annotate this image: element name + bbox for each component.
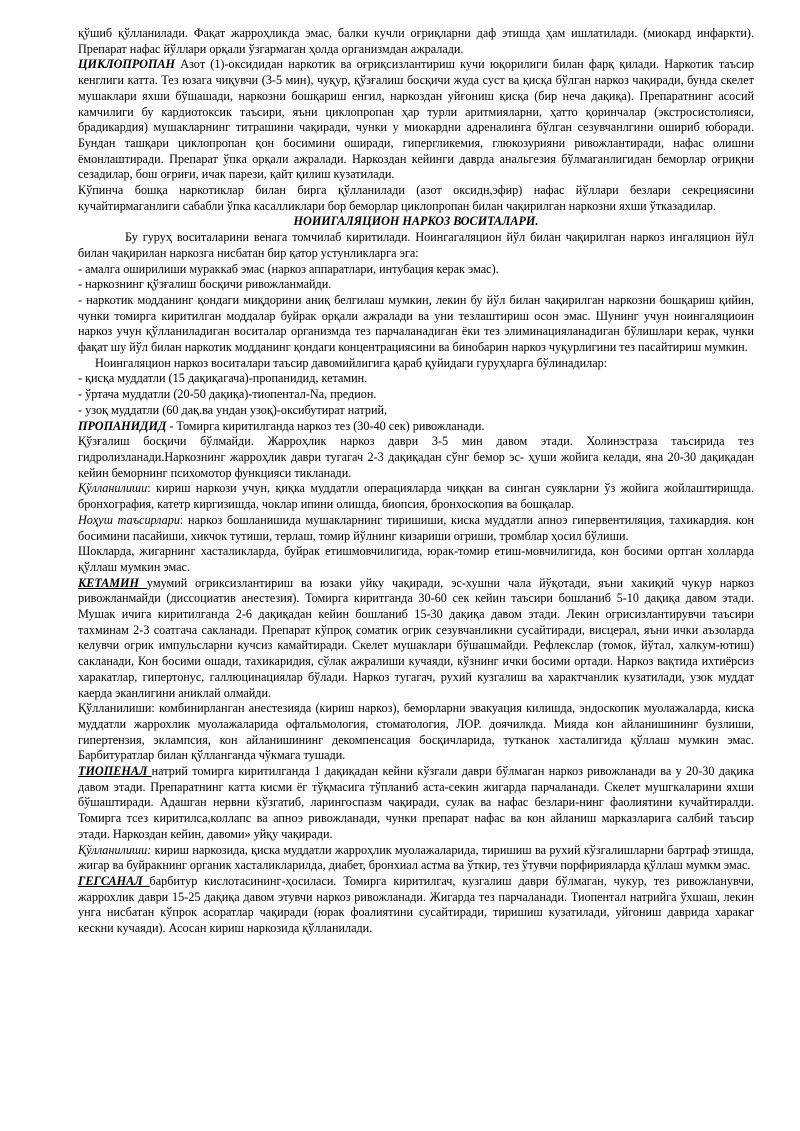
paragraph bbox=[78, 576, 754, 702]
italic-lead: Ноҳуш таъсирлари bbox=[78, 512, 180, 527]
paragraph bbox=[78, 874, 754, 937]
paragraph bbox=[78, 293, 754, 356]
paragraph bbox=[78, 387, 754, 403]
paragraph bbox=[78, 419, 754, 435]
paragraph bbox=[78, 764, 754, 843]
text-run: - қисқа муддатли (15 дақиқагача)-пропанидид, кетамин. bbox=[78, 371, 368, 386]
paragraph bbox=[78, 183, 754, 214]
paragraph bbox=[78, 277, 754, 293]
drug-term: ГЕГСАНАЛ bbox=[78, 873, 150, 888]
text-run: Қўлланилиши: комбинирланган анестезияда (кириш наркоз), беморларни эвакуация килишда, эндоскопик муолажаларда, киска муддатли жаррохлик муолажаларида офтальмология, стоматология, ЛОР. доячилкда. Мияда кон айланишининг бузлиши, гипертензия, эклампсия, кон айланишининг декомпенсация босқичларида, тутканок хасталигида қўллаш мумкин эмас. Барбитуратлар билан қўлланганда чўкмага тушади. bbox=[78, 701, 754, 763]
text-run: - Томирга киритилганда наркоз тез (30-40 сек) ривожланади. bbox=[169, 418, 485, 433]
text-run: НОИИГАЛЯЦИОН НАРКОЗ ВОСИТАЛАРИ. bbox=[293, 214, 539, 229]
paragraph bbox=[78, 513, 754, 544]
text-run: : наркоз бошланишида мушакларнинг тиришиши, киска муддатли апноэ гипервентиляция, тахикардия. кон босимини пасайиши, хикчок тутиши, терлаш, томир йўлнинг кизариши огриши, тромблар ҳосил бўлиши. bbox=[78, 512, 754, 543]
text-run: Шокларда, жигарнинг хасталикларда, буйрак етишмовчилигида, юрак-томир етиш-мовчилигида, кон босими ортган холларда қўллаш мумкин эмас. bbox=[78, 544, 754, 574]
paragraph bbox=[78, 544, 754, 575]
paragraph bbox=[78, 26, 754, 57]
text-run: Қўзғалиш босқичи бўлмайди. Жарроҳлик наркоз даври 3-5 мин давом этади. Холинэстраза таъсирида тез гидролизланади.Наркознинг жарроҳлик даври тугагач 2-3 дақиқадан сўнг бемор эс- ҳуши жойига келади, яна 20-30 дақиқадан кейин беморнинг психомотор функцияси тикланади. bbox=[78, 434, 754, 480]
paragraph bbox=[78, 356, 754, 372]
text-run: натрий томирга киритилганда 1 дақиқадан кейни кўзгали даври бўлмаган наркоз ривожланади ва у 20-30 дақика давом этади. Препаратнинг катта кисми ёг тўқмасига тўпланиб аста-секин жигарда парчаланади. Скелет мушгкаларини яхши бўшаштиради. Адашган нервни кўзгатиб, ларингоспазм чақиради, сулак ва нафас безлари-нинг фаолиятини кучайтиралди. Томирга тсез киритилса,коллапс ва апноэ ривожланади, чунки препарат нафас ва кон айланиш марказларига салбий таъсир этади. Наркоздан кейин, давоми» уйқу чақиради. bbox=[78, 764, 754, 841]
text-run: қўшиб қўлланилади. Фақат жарроҳликда эмас, балки кучли оғриқларни даф этишда ҳам ишлатилади. (миокард инфаркти). Препарат нафас йўллари орқали ўзгармаган ҳолда организмдан ажралади. bbox=[78, 26, 754, 56]
paragraph bbox=[78, 262, 754, 278]
text-run: Кўпинча бошқа наркотиклар билан бирга қўлланилади (азот оксидн,эфир) нафас йўллари безлари секрециясини кучайтирмаганлиги сабабли ўпка касалликлари бор беморлар циклопропан билан чақирилган наркозни яхши ўтказадилар. bbox=[78, 183, 754, 213]
italic-lead: Қўлланилиши: bbox=[78, 842, 152, 857]
text-run: кириш наркозида, қиска муддатли жарроҳлик муолажаларида, тиришиш ва рухий кўзгалишларни бартраф этишда, жигар ва буйракнинг органик хасталикларилда, диабет, бронхиал астма ва ўткир, тез ўтувчи порфирияларда қўллаш мумкм эмас. bbox=[78, 842, 754, 873]
text-run: : кириш наркози учун, қиқка муддатли операцияларда чиққан ва синган суякларни ўз жойига жойлаштиришда. бронхография, катетр киргизишда, чоклар ипини олишда, биопсия, бронхоскопия ва бошқалар. bbox=[78, 481, 754, 512]
text-run: - узоқ муддатли (60 дақ.ва ундан узоқ)-оксибутират натрий, bbox=[78, 402, 388, 417]
paragraph bbox=[78, 57, 754, 183]
text-run: - наркотик модданинг қондаги миқдорини аниқ белгилаш мумкин, лекин бу йўл билан чақирилган наркозни бошқариш қийин, чунки томирга киритилган моддалар буйрак орқали ажралади ва уни тезлаштириш осон эмас. Шунинг учун ноингаляциоин наркоз учун қўлланиладиган воситалар организмда тез парчаланадиган ёки тез элиминацияланадиган бўлишлари керак, чунки фақат шу йўл билан наркотик модданинг қондаги концентрациясини ва бинобарин наркоз чуқурлигини тез пасайтириш мумкин. bbox=[78, 292, 754, 355]
text-run: барбитур кислотасининг-ҳосиласи. Томирга киритилгач, кузгалиш даври бўлмаган, чукур, тез ривожланувчи, жаррохлик даври 15-25 дақиқа давом этувчи наркоз ривожланади. Жигарда тез парчаланади. Тиопентал натрийга ўхшаш, лекин унга нисбатан кўпрок асоратлар чақиради (юрак фоалиятини сусайтиради, тиришиш кузатилади, уйгониш даврида харакаг кескни кучаяди). Асосан кириш наркозида қўлланилади. bbox=[78, 873, 754, 936]
text-run: умумий огриксизлантириш ва юзаки уйку чақиради, эс-хушни чала йўқотади, яъни хакиқий чукур наркоз ривожланмайди (диссоциатив анестезия). Томирга киритганда 30-60 сек кейин таъсири бошланиб 5-10 дақиқа давом этади. Мушак ичига киритилганда 2-6 дақиқадан кейин бошланиб 15-30 дақиқа давом этади. Лекин огрисизлантирувчи таъсири тахминам 2-3 соатгача сакланади. Препарат кўпроқ соматик огрик сезувчанликни сусайтиради, висцерал, яъни ички аъзоларда келувчи огрик импульсларни кучсиз камайтиради. Скелет мушаклари бўшашмайди. Рефлекслар (томок, йўтал, халкум-ютиш) сакланади, Кон босими ошади, тахикаридия, сўлак ажралиши кучаяди, кўзнинг ички босими ортади. Наркоз вақтида ихтиёрсиз харакатлар, гипертонус, галлюцинациялар бўлади. Наркоз тугагач, рухий кузгалиш ва характчанлик кузатилади, узок муддат каерда эканлигини аниклай олмайди. bbox=[78, 575, 754, 700]
paragraph bbox=[78, 701, 754, 764]
paragraph bbox=[78, 481, 754, 512]
text-run: - наркознинг қўзғалиш босқичи ривожланмайди. bbox=[78, 277, 332, 292]
paragraph bbox=[78, 843, 754, 874]
italic-lead: Қўлланилиши bbox=[78, 481, 148, 496]
paragraph bbox=[78, 403, 754, 419]
drug-term: ЦИКЛОПРОПАН bbox=[78, 57, 176, 72]
drug-term: КЕТАМИН bbox=[78, 575, 147, 590]
text-run: - ўртача муддатли (20-50 дақиқа)-тиопентал-Na, предион. bbox=[78, 387, 377, 402]
section-heading bbox=[78, 214, 754, 230]
text-run: Бу гуруҳ воситаларини венага томчилаб киритилади. Ноингагаляцион йўл билан чақирилган наркоз ингаляцион йўл билан чақирилан наркозга нисбатан бир қатор устунликларга эга: bbox=[78, 230, 754, 260]
paragraph bbox=[78, 371, 754, 387]
paragraph bbox=[78, 230, 754, 261]
text-run: Ноингаляцион наркоз воситалари таъсир давомийлигига қараб қуйидаги гуруҳларга бўлинадилар: bbox=[95, 355, 608, 370]
paragraph bbox=[78, 434, 754, 481]
text-run: - амалга оширилиши мураккаб эмас (наркоз аппаратлари, интубация керак эмас). bbox=[78, 261, 499, 276]
drug-term: ТИОПЕНАЛ bbox=[78, 764, 152, 779]
text-run: Азот (1)-оксидидан наркотик ва оғриқсизлантириш кучи юқорилиги билан фарқ қилади. Наркотик таъсир кенглиги катта. Тез юзага чиқувчи (3-5 мин), чуқур, қўзғалиш босқичи жуда суст ва қисқа бўлган наркоз чақиради, бунда скелет мушаклари яхши бўшашади, наркозни бошқариш енгил, наркоздан уйғониш қисқа (бир неча дақиқа). Препаратнинг асосий камчилиги бу кардиотоксик таъсири, яъни циклопропан ҳар турли аритмияларни, ҳатто қоринчалар (экстросистолияси, брадикардия) мушакларнинг титрашини чақиради, чунки у миокардни адреналинга бўлган сезувчанлгини ошириб юборади. Бундан ташқари циклопропан қон босимини оширади, гипергликемия, глюкозурияни ривожлантиради, нафас олишни ёмонлаштиради. Препарат ўпка орқали ажралади. Наркоздан кейинги даврда анальгезия бўлмаганлигидан беморлар оғриқни сезадилар, бош оғриғи, ичак парези, қайт қилиш кузатилади. bbox=[78, 57, 754, 182]
drug-term: ПРОПАНИДИД bbox=[78, 418, 170, 433]
